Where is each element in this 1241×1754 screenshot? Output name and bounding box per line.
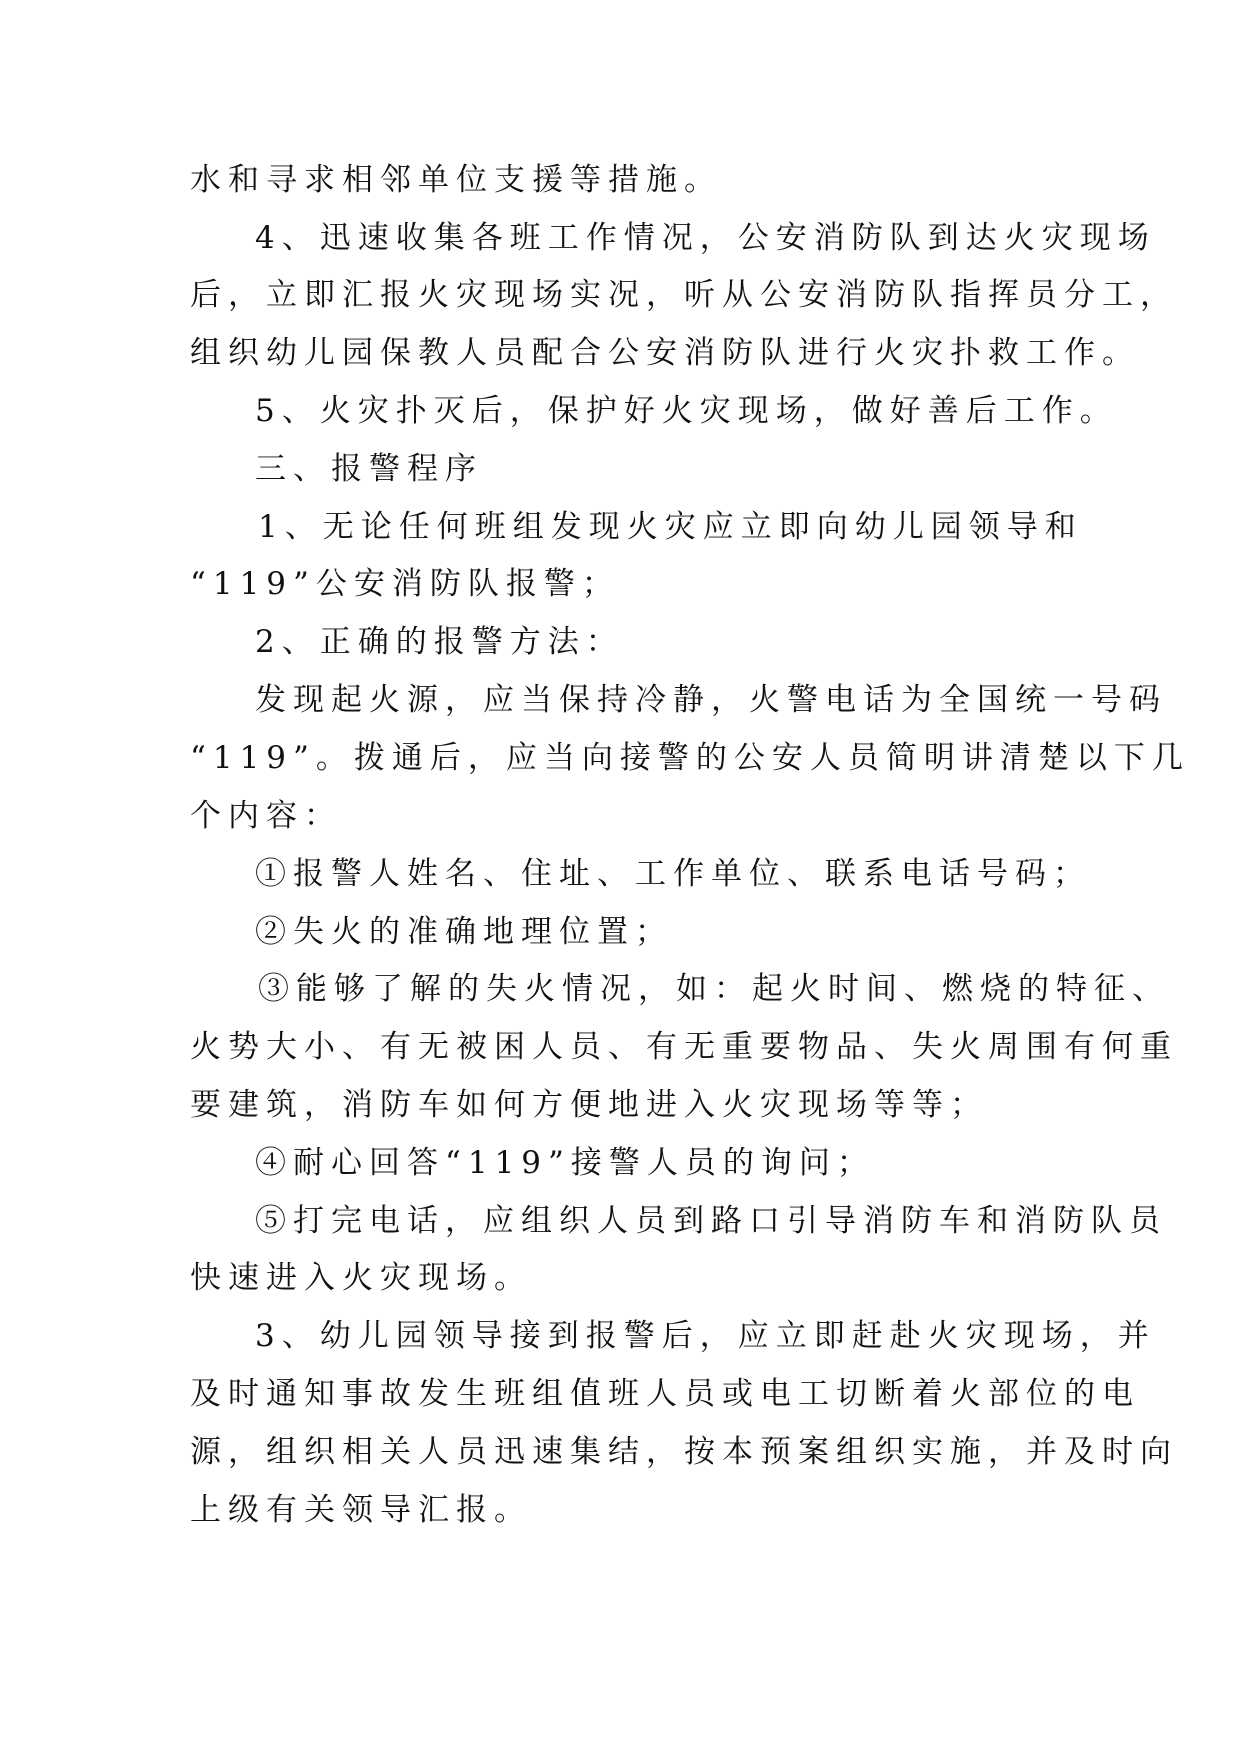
text-line: 火势大小、有无被困人员、有无重要物品、失火周围有何重 xyxy=(190,1029,1178,1065)
paragraph-4: 4、迅速收集各班工作情况，公安消防队到达火灾现场 xyxy=(255,220,1156,256)
text-line: 水和寻求相邻单位支援等措施。 xyxy=(190,162,722,198)
text-line: 快速进入火灾现场。 xyxy=(190,1260,532,1296)
list-item: ④耐心回答“119”接警人员的询问； xyxy=(255,1145,875,1181)
text-line: “119”。拨通后，应当向接警的公安人员简明讲清楚以下几 xyxy=(190,740,1190,776)
paragraph-5: 5、火灾扑灭后，保护好火灾现场，做好善后工作。 xyxy=(255,393,1118,429)
text-line: 源，组织相关人员迅速集结，按本预案组织实施，并及时向 xyxy=(190,1434,1178,1470)
text-line: 个内容： xyxy=(190,798,342,834)
text-line: 发现起火源，应当保持冷静，火警电话为全国统一号码 xyxy=(255,682,1167,718)
list-item: ③能够了解的失火情况，如：起火时间、燃烧的特征、 xyxy=(258,971,1170,1007)
paragraph-2: 2、正确的报警方法： xyxy=(255,624,624,660)
text-line: 要建筑，消防车如何方便地进入火灾现场等等； xyxy=(190,1087,988,1123)
list-item: ⑤打完电话，应组织人员到路口引导消防车和消防队员 xyxy=(255,1203,1167,1239)
list-item: ②失火的准确地理位置； xyxy=(255,914,673,950)
section-heading: 三、报警程序 xyxy=(255,451,483,487)
text-line: 后，立即汇报火灾现场实况，听从公安消防队指挥员分工， xyxy=(190,277,1178,313)
text-line: 及时通知事故发生班组值班人员或电工切断着火部位的电 xyxy=(190,1376,1140,1412)
text-line: 上级有关领导汇报。 xyxy=(190,1492,532,1528)
paragraph-3: 3、幼儿园领导接到报警后，应立即赶赴火灾现场，并 xyxy=(255,1318,1156,1354)
text-line: “119”公安消防队报警； xyxy=(190,566,620,602)
text-line: 组织幼儿园保教人员配合公安消防队进行火灾扑救工作。 xyxy=(190,335,1140,371)
paragraph-1: 1、无论任何班组发现火灾应立即向幼儿园领导和 xyxy=(258,509,1083,545)
list-item: ①报警人姓名、住址、工作单位、联系电话号码； xyxy=(255,856,1091,892)
